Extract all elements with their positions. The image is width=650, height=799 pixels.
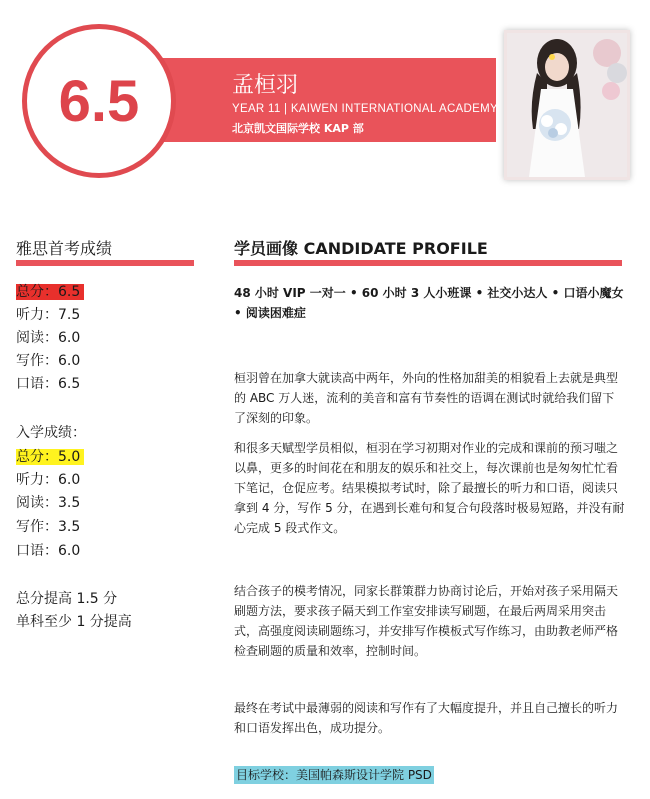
overall-score: 6.5 [58,68,140,134]
profile-paragraph-4: 最终在考试中最薄弱的阅读和写作有了大幅度提升，并且自己擅长的听力和口语发挥出色，成功提分。 [234,701,619,735]
score-badge [22,24,176,178]
left-divider [16,260,194,266]
profile-title: 学员画像 CANDIDATE PROFILE [234,239,488,258]
entry-total-value: 总分：5.0 [16,449,84,465]
student-name: 孟桓羽 [232,73,299,98]
entry-total-score [16,447,84,468]
first-reading-score: 阅读：6.0 [16,330,81,346]
school-english: YEAR 11 | KAIWEN INTERNATIONAL ACADEMY [232,103,498,115]
target-school: 目标学校：美国帕森斯设计学院 PSD [236,768,432,782]
first-exam-title: 雅思首考成绩 [16,239,113,258]
profile-paragraph-1: 桓羽曾在加拿大就读高中两年，外向的性格加甜美的相貌看上去就是典型的 ABC 万人迷，流利的美音和富有节奏性的语调在测试时就给我们留下了深刻的印象。 [234,371,619,425]
first-listening-score: 听力：7.5 [16,307,81,323]
school-chinese: 北京凯文国际学校 KAP 部 [232,122,364,135]
entry-writing-score: 写作：3.5 [16,519,81,535]
first-total-score [16,282,84,303]
profile-tags: 48 小时 VIP 一对一 • 60 小时 3 人小班课 • 社交小达人 • 口语小魔女 • 阅读困难症 [234,286,624,320]
entry-listening-score: 听力：6.0 [16,472,81,488]
first-writing-score: 写作：6.0 [16,353,81,369]
entry-reading-score: 阅读：3.5 [16,495,81,511]
first-speaking-score: 口语：6.5 [16,376,81,392]
single-improvement: 单科至少 1 分提高 [16,614,132,630]
entry-exam-title: 入学成绩： [16,425,86,441]
student-photo [504,30,630,180]
profile-paragraph-3: 结合孩子的模考情况，同家长群策群力协商讨论后，开始对孩子采用隔天刷题方法，要求孩子隔天到工作室安排读写刷题，在最后两周采用突击式，高强度阅读刷题练习，并安排写作模板式写作练习，由助教老师严格检查刷题的质量和效率，控制时间。 [234,584,619,658]
portrait-illustration [507,33,627,177]
profile-paragraph-2: 和很多天赋型学员相似，桓羽在学习初期对作业的完成和课前的预习嗤之以鼻，更多的时间花在和朋友的娱乐和社交上，每次课前也是匆匆忙忙看下笔记，仓促应考。结果模拟考试时，除了最擅长的听力和口语，阅读只拿到 4 分，写作 5 分，在遇到长难句和复合句段落时极易短路，并没有耐心完成 5 段式作文。 [234,441,625,535]
right-divider [234,260,622,266]
entry-speaking-score: 口语：6.0 [16,543,81,559]
total-improvement: 总分提高 1.5 分 [16,591,118,607]
first-total-value: 总分：6.5 [16,284,84,300]
